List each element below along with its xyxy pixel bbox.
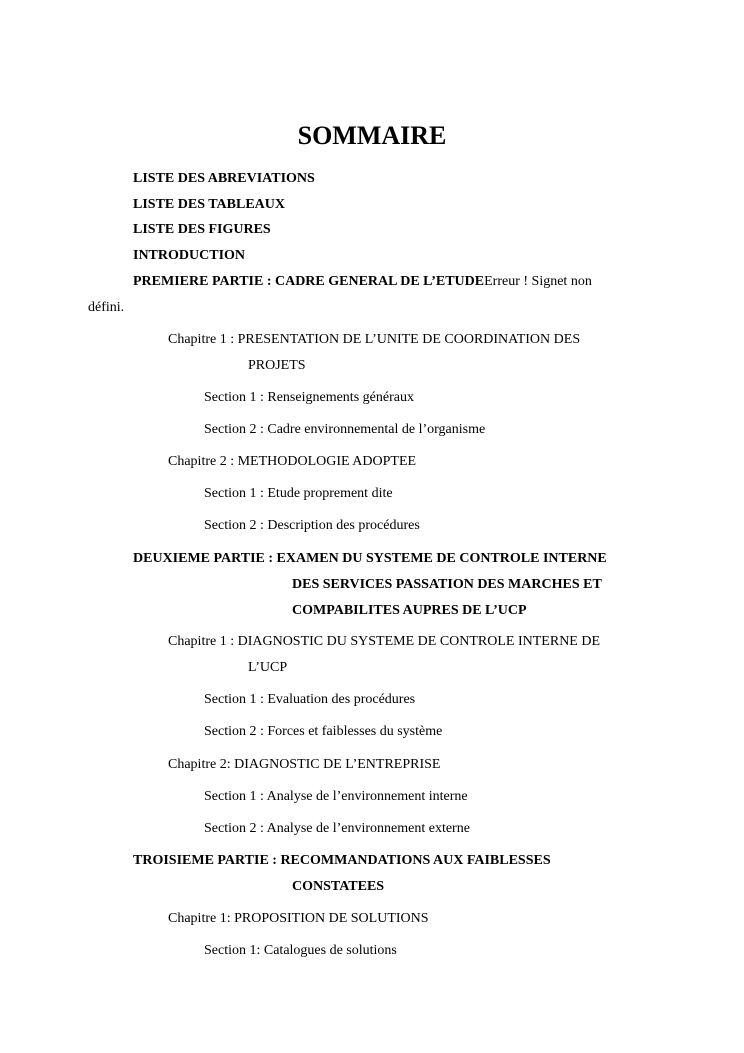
toc-part-1-chapter-1[interactable]: Chapitre 1 : PRESENTATION DE L’UNITE DE COORDINATION DES [168, 332, 581, 347]
toc-part-1-chapter-2[interactable]: Chapitre 2 : METHODOLOGIE ADOPTEE [168, 454, 417, 469]
toc-part-2-cont[interactable]: DES SERVICES PASSATION DES MARCHES ET [292, 577, 602, 592]
toc-part-1-title: PREMIERE PARTIE : CADRE GENERAL DE L’ETUDE [133, 274, 485, 289]
toc-part-2[interactable]: DEUXIEME PARTIE : EXAMEN DU SYSTEME DE CONTROLE INTERNE [133, 551, 607, 566]
toc-error-text: Erreur ! Signet non [484, 274, 592, 289]
toc-part-2-chapter-2[interactable]: Chapitre 2: DIAGNOSTIC DE L’ENTREPRISE [168, 757, 441, 772]
toc-entry-introduction[interactable]: INTRODUCTION [133, 248, 246, 263]
toc-part-1[interactable] [133, 273, 592, 291]
toc-section[interactable]: Section 1 : Renseignements généraux [204, 390, 414, 405]
toc-part-3-chapter-1[interactable]: Chapitre 1: PROPOSITION DE SOLUTIONS [168, 911, 429, 926]
toc-section[interactable]: Section 1 : Analyse de l’environnement interne [204, 789, 468, 804]
page-title: SOMMAIRE [297, 121, 447, 150]
toc-section[interactable]: Section 2 : Forces et faiblesses du système [204, 724, 443, 739]
toc-section[interactable]: Section 1 : Evaluation des procédures [204, 692, 416, 707]
toc-part-3-cont[interactable]: CONSTATEES [292, 879, 385, 894]
toc-entry-abbreviations[interactable]: LISTE DES ABREVIATIONS [133, 171, 315, 186]
toc-part-3[interactable]: TROISIEME PARTIE : RECOMMANDATIONS AUX FAIBLESSES [133, 853, 551, 868]
toc-section[interactable]: Section 1: Catalogues de solutions [204, 943, 397, 958]
toc-part-2-chapter-1-cont[interactable]: L’UCP [248, 660, 288, 675]
toc-part-2-cont[interactable]: COMPABILITES AUPRES DE L’UCP [292, 603, 527, 618]
toc-section[interactable]: Section 2 : Analyse de l’environnement externe [204, 821, 470, 836]
toc-section[interactable]: Section 2 : Description des procédures [204, 518, 420, 533]
toc-part-2-chapter-1[interactable]: Chapitre 1 : DIAGNOSTIC DU SYSTEME DE CONTROLE INTERNE DE [168, 634, 601, 649]
toc-part-1-chapter-1-cont[interactable]: PROJETS [248, 358, 306, 373]
toc-section[interactable]: Section 2 : Cadre environnemental de l’organisme [204, 422, 486, 437]
toc-entry-figures[interactable]: LISTE DES FIGURES [133, 222, 271, 237]
toc-section[interactable]: Section 1 : Etude proprement dite [204, 486, 393, 501]
toc-error-continuation: défini. [88, 300, 125, 315]
toc-entry-tables[interactable]: LISTE DES TABLEAUX [133, 197, 285, 212]
